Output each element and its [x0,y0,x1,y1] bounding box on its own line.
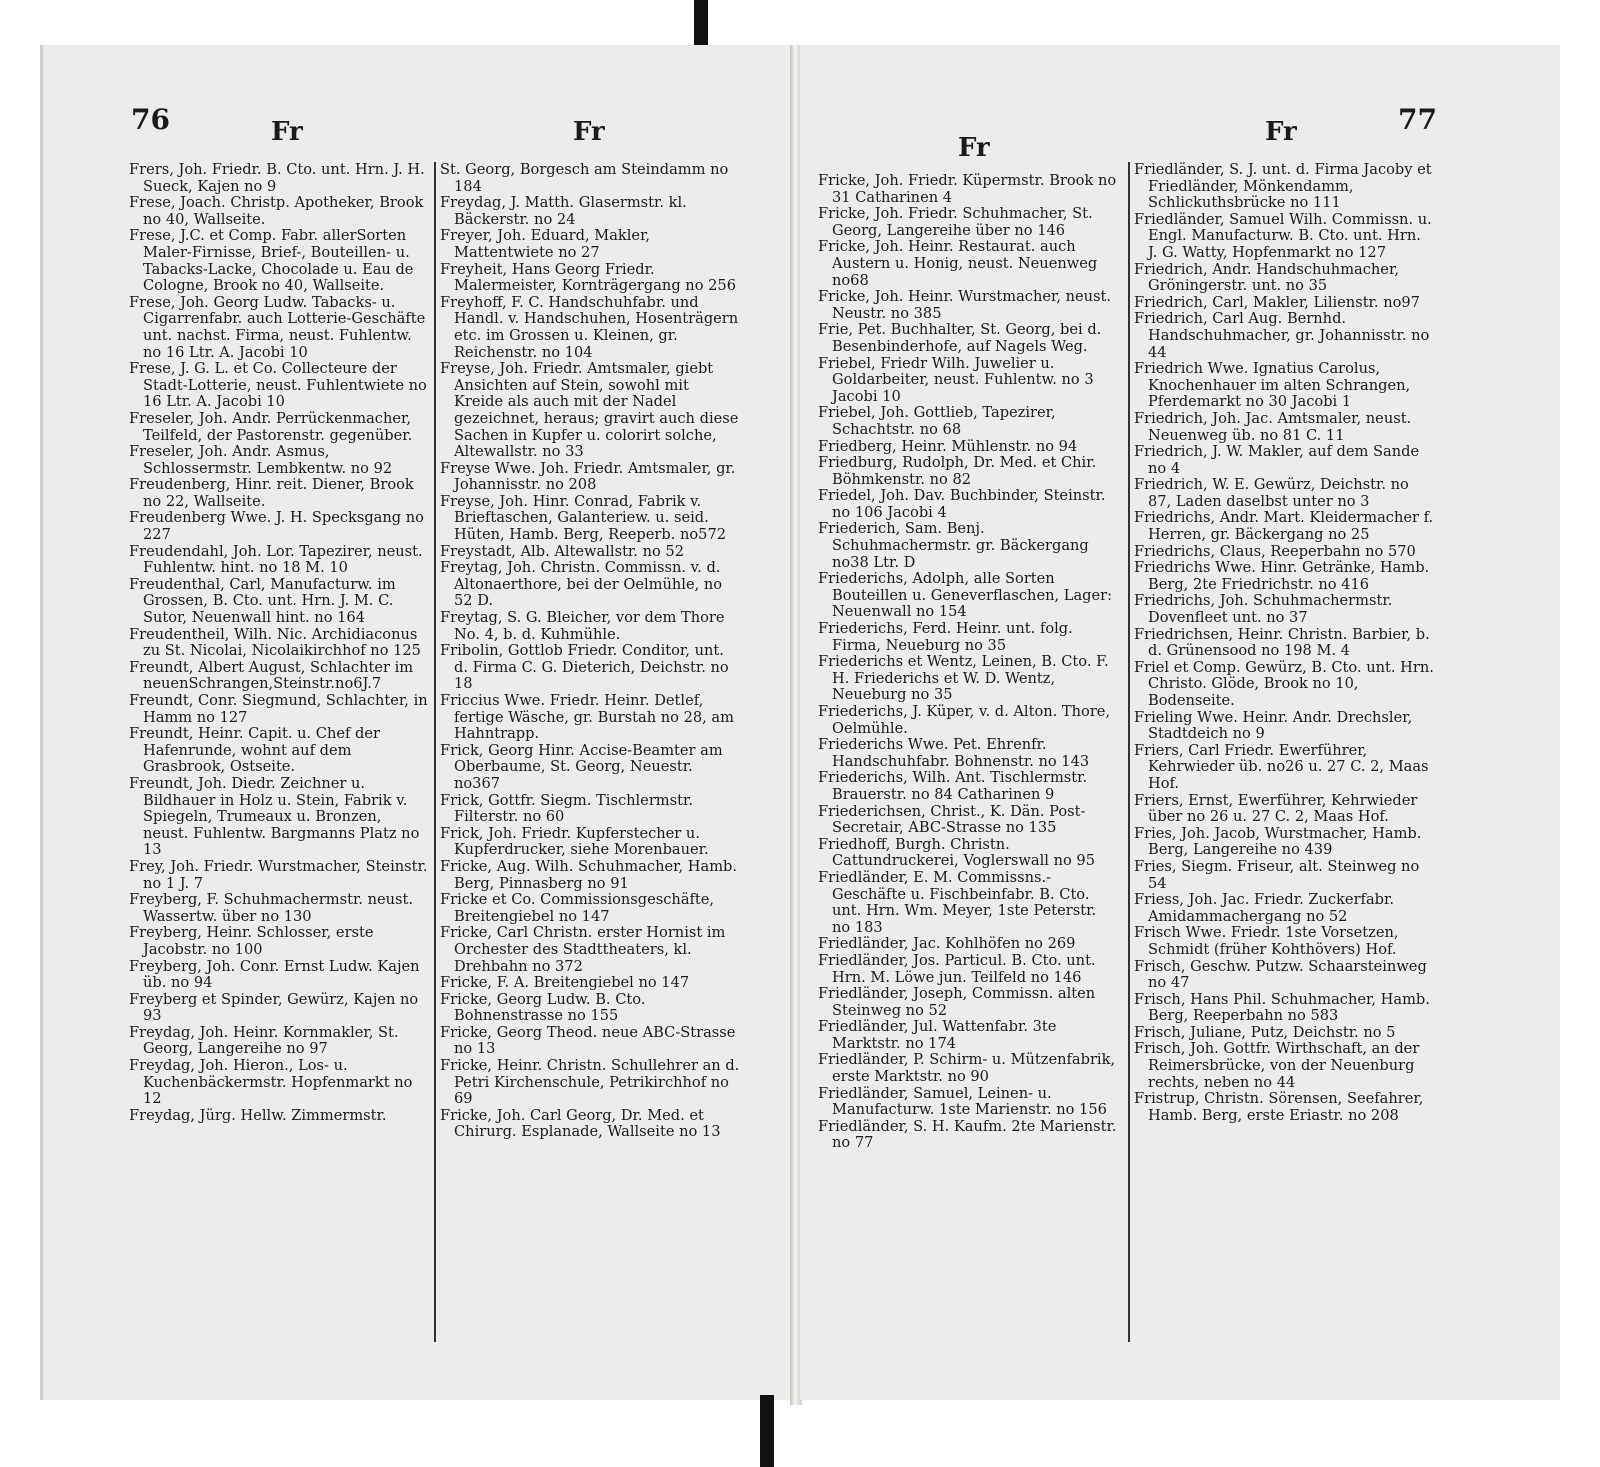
directory-entry: Fricke, Aug. Wilh. Schuhmacher, Hamb. Berg, Pinnasberg no 91 [440,857,738,892]
directory-entry: Friedrich, Joh. Jac. Amtsmaler, neust. Neuenweg üb. no 81 C. 11 [1134,409,1412,444]
directory-entry: Frese, Joh. Georg Ludw. Tabacks- u. Cigarrenfabr. auch Lotterie-Geschäfte unt. nachst. Firma, neust. Fuhlentw. no 16 Ltr. A. Jacobi 10 [129,293,426,361]
directory-entry: Friedrich, J. W. Makler, auf dem Sande no 4 [1134,443,1420,477]
directory-entry: Friederichs, Ferd. Heinr. unt. folg. Firma, Neueburg no 35 [818,620,1073,654]
directory-entry: Freundt, Heinr. Capit. u. Chef der Hafenrunde, wohnt auf dem Grasbrook, Ostseite. [129,725,380,776]
running-head-left: Fr [271,117,303,147]
running-head-right: Fr [1265,117,1297,147]
directory-entry: Friedburg, Rudolph, Dr. Med. et Chir. Böhmkenstr. no 82 [818,454,1097,488]
directory-entry: Friedländer, Samuel Wilh. Commissn. u. Engl. Manufacturw. B. Cto. unt. Hrn. J. G. Watty, Hopfenmarkt no 127 [1134,210,1432,261]
directory-entry: Friedländer, Joseph, Commissn. alten Steinweg no 52 [818,985,1096,1019]
directory-entry: Friederichs, Adolph, alle Sorten Bouteillen u. Geneverflaschen, Lager: Neuenwall no 154 [818,570,1113,621]
directory-entry: Frisch, Juliane, Putz, Deichstr. no 5 [1134,1023,1396,1041]
directory-entry: Friedländer, S. J. unt. d. Firma Jacoby et Friedländer, Mönkendamm, Schlickuthsbrücke no 111 [1134,162,1432,212]
page-number-right: 77 [1398,103,1437,136]
directory-entry: Freudenberg Wwe. J. H. Specksgang no 227 [129,509,424,544]
directory-entry: Frese, J.C. et Comp. Fabr. allerSorten Maler-Firnisse, Brief-, Bouteillen- u. Tabacks-Lacke, Chocolade u. Eau de Cologne, Brook no 40, Wallseite. [129,227,414,295]
directory-entry: Freyhoff, F. C. Handschuhfabr. und Handl. v. Handschuhen, Hosenträgern etc. im Grossen u. Kleinen, gr. Reichenstr. no 104 [440,293,739,361]
directory-entry: Frick, Georg Hinr. Accise-Beamter am Oberbaume, St. Georg, Neuestr. no367 [440,741,723,792]
directory-entry: Friedländer, Jul. Wattenfabr. 3te Marktstr. no 174 [818,1018,1057,1052]
directory-entry: Friel et Comp. Gewürz, B. Cto. unt. Hrn. Christo. Glöde, Brook no 10, Bodenseite. [1134,658,1434,709]
directory-entry: Friedrich, W. E. Gewürz, Deichstr. no 87, Laden daselbst unter no 3 [1134,476,1409,510]
directory-entry: Fricke, Georg Theod. neue ABC-Strasse no 13 [440,1023,736,1058]
directory-entry: Frisch, Joh. Gottfr. Wirthschaft, an der Reimersbrücke, von der Neuenburg rechts, neben no 44 [1134,1040,1420,1091]
directory-entry: Friederichs et Wentz, Leinen, B. Cto. F. H. Friederichs et W. D. Wentz, Neueburg no 35 [818,653,1109,704]
directory-entry: Freundt, Albert August, Schlachter im neuenSchrangen,Steinstr.no6J.7 [129,658,414,693]
directory-entry: Fricke, Joh. Heinr. Restaurat. auch Austern u. Honig, neust. Neuenweg no68 [818,238,1098,289]
directory-entry: Fricke, Georg Ludw. B. Cto. Bohnenstrasse no 155 [440,990,646,1025]
directory-entry: Freudendahl, Joh. Lor. Tapezirer, neust. Fuhlentw. hint. no 18 M. 10 [129,542,423,577]
directory-entry: Freydag, Joh. Hieron., Los- u. Kuchenbäckermstr. Hopfenmarkt no 12 [129,1057,413,1108]
directory-entry: Fries, Joh. Jacob, Wurstmacher, Hamb. Berg, Langereihe no 439 [1134,824,1422,859]
directory-entry: Freytag, S. G. Bleicher, vor dem Thore No. 4, b. d. Kuhmühle. [440,609,725,643]
directory-entry: Frese, Joach. Christp. Apotheker, Brook no 40, Wallseite. [129,194,424,228]
directory-column-4 [1134,162,1434,1342]
directory-entry: Freystadt, Alb. Altewallstr. no 52 [440,542,684,560]
directory-entry: Freudenberg, Hinr. reit. Diener, Brook no 22, Wallseite. [129,476,414,510]
directory-entry: St. Georg, Borgesch am Steindamm no 184 [440,162,729,195]
directory-entry: Friederichsen, Christ., K. Dän. Post-Secretair, ABC-Strasse no 135 [818,802,1086,837]
directory-entry: Freyberg et Spinder, Gewürz, Kajen no 93 [129,990,419,1025]
directory-entry: Friccius Wwe. Friedr. Heinr. Detlef, fertige Wäsche, gr. Burstah no 28, am Hahntrapp. [440,692,734,743]
directory-entry: Frey, Joh. Friedr. Wurstmacher, Steinstr. no 1 J. 7 [129,857,428,892]
directory-entry: Fricke, Joh. Friedr. Küpermstr. Brook no 31 Catharinen 4 [818,173,1117,206]
directory-entry: Friedrich, Andr. Handschuhmacher, Gröningerstr. unt. no 35 [1134,260,1399,295]
directory-column-1 [129,162,429,1342]
directory-entry: Friedel, Joh. Dav. Buchbinder, Steinstr. no 106 Jacobi 4 [818,487,1106,521]
directory-entry: Fribolin, Gottlob Friedr. Conditor, unt. d. Firma C. G. Dieterich, Deichstr. no 18 [440,642,729,693]
directory-entry: Freundt, Joh. Diedr. Zeichner u. Bildhauer in Holz u. Stein, Fabrik v. Spiegeln, Trumeaux u. Bronzen, neust. Fuhlentw. Bargmanns Platz no 13 [129,774,420,859]
directory-entry: Fricke, Joh. Carl Georg, Dr. Med. et Chirurg. Esplanade, Wallseite no 13 [440,1106,721,1141]
directory-entry: Fries, Siegm. Friseur, alt. Steinweg no 54 [1134,857,1420,892]
directory-entry: Fricke, F. A. Breitengiebel no 147 [440,974,690,992]
directory-entry: Friedrichs Wwe. Hinr. Getränke, Hamb. Berg, 2te Friedrichstr. no 416 [1134,559,1430,593]
directory-entry: Frese, J. G. L. et Co. Collecteure der Stadt-Lotterie, neust. Fuhlentwiete no 16 Ltr. A. Jacobi 10 [129,360,427,411]
directory-entry: Freyse, Joh. Friedr. Amtsmaler, giebt Ansichten auf Stein, sowohl mit Kreide als auch mit der Nadel gezeichnet, heraus; gravirt auch diese Sachen in Kupfer u. colorirt solche, Altewallstr. no 33 [440,360,739,461]
directory-entry: Freundt, Conr. Siegmund, Schlachter, in Hamm no 127 [129,692,428,726]
directory-entry: Frisch, Hans Phil. Schuhmacher, Hamb. Berg, Reeperbahn no 583 [1134,990,1430,1025]
directory-entry: Friedländer, Jos. Particul. B. Cto. unt. Hrn. M. Löwe jun. Teilfeld no 146 [818,951,1096,986]
directory-entry: Freyse, Joh. Hinr. Conrad, Fabrik v. Brieftaschen, Galanteriew. u. seid. Hüten, Hamb. Berg, Reeperb. no572 [440,492,727,544]
directory-entry: Freyer, Joh. Eduard, Makler, Mattentwiete no 27 [440,227,651,261]
directory-entry: Friebel, Joh. Gottlieb, Tapezirer, Schachtstr. no 68 [818,404,1056,438]
directory-entry: Freudentheil, Wilh. Nic. Archidiaconus zu St. Nicolai, Nicolaikirchhof no 125 [129,625,421,660]
column-rule-left [434,162,436,1342]
directory-entry: Freseler, Joh. Andr. Perrückenmacher, Teilfeld, der Pastorenstr. gegenüber. [129,409,413,444]
directory-entry: Freseler, Joh. Andr. Asmus, Schlossermstr. Lembkentw. no 92 [129,443,393,477]
directory-entry: Freydag, Jürg. Hellw. Zimmermstr. [129,1106,387,1124]
running-head-center-right: Fr [958,133,990,163]
directory-entry: Friedländer, P. Schirm- u. Mützenfabrik, erste Marktstr. no 90 [818,1051,1116,1086]
directory-entry: Freytag, Joh. Christn. Commissn. v. d. Altonaerthore, bei der Oelmühle, no 52 D. [440,559,723,610]
directory-entry: Freyberg, Joh. Conr. Ernst Ludw. Kajen üb. no 94 [129,957,420,992]
directory-entry: Fricke et Co. Commissionsgeschäfte, Breitengiebel no 147 [440,891,715,925]
directory-entry: Friers, Ernst, Ewerführer, Kehrwieder über no 26 u. 27 C. 2, Maas Hof. [1134,791,1418,826]
directory-entry: Freyberg, F. Schuhmachermstr. neust. Wassertw. über no 130 [129,891,414,925]
directory-entry: Friedrich, Carl Aug. Bernhd. Handschuhmacher, gr. Johannisstr. no 44 [1134,310,1430,361]
directory-entry: Frick, Joh. Friedr. Kupferstecher u. Kupferdrucker, siehe Morenbauer. [440,824,709,859]
directory-entry: Friederichs, J. Küper, v. d. Alton. Thore, Oelmühle. [818,703,1111,737]
directory-entry: Friederichs Wwe. Pet. Ehrenfr. Handschuhfabr. Bohnenstr. no 143 [818,736,1090,770]
directory-entry: Friedrichs, Andr. Mart. Kleidermacher f. Herren, gr. Bäckergang no 25 [1134,509,1434,544]
directory-entry: Friebel, Friedr Wilh. Juwelier u. Goldarbeiter, neust. Fuhlentw. no 3 Jacobi 10 [818,354,1094,405]
directory-entry: Freydag, Joh. Heinr. Kornmakler, St. Georg, Langereihe no 97 [129,1023,399,1058]
directory-column-3 [818,173,1118,1353]
running-head-center-left: Fr [573,117,605,147]
bookmark-ribbon-top [694,0,708,50]
directory-entry: Friederichs, Wilh. Ant. Tischlermstr. Brauerstr. no 84 Catharinen 9 [818,769,1088,803]
directory-entry: Fricke, Carl Christn. erster Hornist im Orchester des Stadttheaters, kl. Drehbahn no 372 [440,924,726,975]
right-page [800,45,1560,1400]
directory-entry: Fricke, Heinr. Christn. Schullehrer an d. Petri Kirchenschule, Petrikirchhof no 69 [440,1057,740,1108]
directory-entry: Friedländer, E. M. Commissns.-Geschäfte u. Fischbeinfabr. B. Cto. unt. Hrn. Wm. Meyer, 1ste Peterstr. no 183 [818,868,1097,936]
directory-entry: Freudenthal, Carl, Manufacturw. im Grossen, B. Cto. unt. Hrn. J. M. C. Sutor, Neuenwall hint. no 164 [129,575,396,627]
directory-entry: Freyse Wwe. Joh. Friedr. Amtsmaler, gr. Johannisstr. no 208 [440,459,736,494]
column-rule-right [1128,162,1130,1342]
directory-entry: Frieling Wwe. Heinr. Andr. Drechsler, Stadtdeich no 9 [1134,708,1413,743]
directory-column-2 [440,162,740,1342]
directory-entry: Fristrup, Christn. Sörensen, Seefahrer, Hamb. Berg, erste Eriastr. no 208 [1134,1090,1424,1124]
page-number-left: 76 [131,103,170,136]
directory-entry: Friedländer, Jac. Kohlhöfen no 269 [818,935,1076,953]
directory-entry: Friess, Joh. Jac. Friedr. Zuckerfabr. Amidammachergang no 52 [1134,891,1394,925]
directory-entry: Frie, Pet. Buchhalter, St. Georg, bei d. Besenbinderhofe, auf Nagels Weg. [818,321,1102,355]
directory-entry: Friedländer, S. H. Kaufm. 2te Marienstr. no 77 [818,1117,1117,1152]
directory-entry: Friedrichsen, Heinr. Christn. Barbier, b. d. Grünensood no 198 M. 4 [1134,625,1430,660]
directory-entry: Friedrich, Carl, Makler, Lilienstr. no97 [1134,293,1420,311]
directory-entry: Friedrich Wwe. Ignatius Carolus, Knochenhauer im alten Schrangen, Pferdemarkt no 30 Jacobi 1 [1134,360,1411,411]
directory-entry: Freydag, J. Matth. Glasermstr. kl. Bäckerstr. no 24 [440,194,687,228]
directory-entry: Frick, Gottfr. Siegm. Tischlermstr. Filterstr. no 60 [440,791,693,826]
directory-entry: Friedländer, Samuel, Leinen- u. Manufacturw. 1ste Marienstr. no 156 [818,1084,1107,1119]
bookmark-ribbon-bottom [760,1395,774,1467]
directory-entry: Fricke, Joh. Friedr. Schuhmacher, St. Georg, Langereihe über no 146 [818,205,1093,239]
directory-entry: Friers, Carl Friedr. Ewerführer, Kehrwieder üb. no26 u. 27 C. 2, Maas Hof. [1134,741,1429,792]
directory-entry: Frisch Wwe. Friedr. 1ste Vorsetzen, Schmidt (früher Kohthövers) Hof. [1134,924,1399,958]
left-page [40,45,795,1400]
directory-entry: Friedrichs, Claus, Reeperbahn no 570 [1134,542,1416,560]
directory-entry: Friederich, Sam. Benj. Schuhmachermstr. gr. Bäckergang no38 Ltr. D [818,520,1089,571]
directory-entry: Frers, Joh. Friedr. B. Cto. unt. Hrn. J. H. Sueck, Kajen no 9 [129,162,425,195]
directory-entry: Friedberg, Heinr. Mühlenstr. no 94 [818,437,1078,455]
directory-entry: Friedrichs, Joh. Schuhmachermstr. Dovenfleet unt. no 37 [1134,592,1393,627]
directory-entry: Freyheit, Hans Georg Friedr. Malermeister, Kornträgergang no 256 [440,260,736,295]
directory-entry: Friedhoff, Burgh. Christn. Cattundruckerei, Voglerswall no 95 [818,835,1095,870]
directory-entry: Fricke, Joh. Heinr. Wurstmacher, neust. Neustr. no 385 [818,288,1112,322]
directory-entry: Freyberg, Heinr. Schlosser, erste Jacobstr. no 100 [129,924,374,958]
directory-entry: Frisch, Geschw. Putzw. Schaarsteinweg no 47 [1134,957,1427,992]
